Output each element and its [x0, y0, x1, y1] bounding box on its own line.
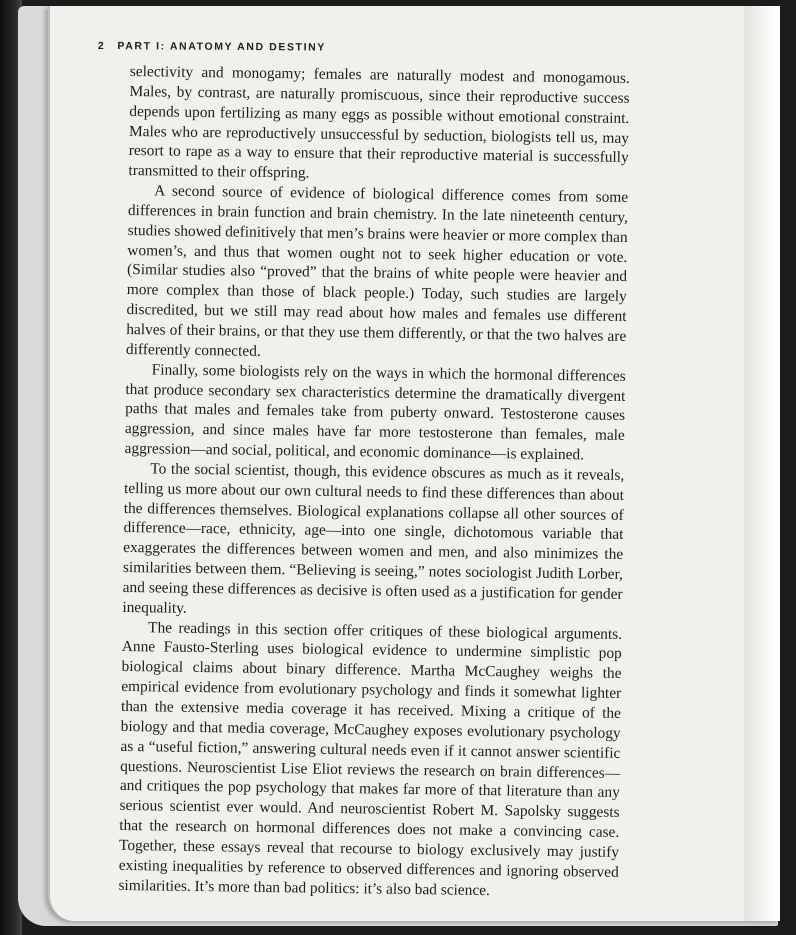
running-head — [98, 40, 326, 54]
paragraph-4: To the social scientist, though, this evidence obscures as much as it reveals, telling us more about our own cultural needs to find these differences than about the differences themselves. Biological explanations collapse all other sources of difference—race, ethnicity, age—into one single, dichotomous variable that exaggerates the differences between women and men, and also minimizes the similarities between them. “Believing is seeing,” notes sociologist Judith Lorber, and seeing these differences as decisive is often used as a justification for gender inequality. — [122, 460, 625, 617]
paragraph-2: A second source of evidence of biological difference comes from some differences in brain function and brain chemistry. In the late nineteenth century, studies showed definitively that men’s brains were heavier or more complex than women’s, and thus that women ought not to seek higher education or vote. (Similar studies also “proved” that the brains of white people were heavier and more complex than those of black people.) Today, such studies are largely discredited, but we still may read about how males and females use different halves of their brains, or that they use them differently, or that the two halves are differently connected. — [125, 182, 629, 360]
body-text — [118, 62, 630, 902]
page-number: 2 — [97, 40, 106, 53]
page-gutter-shadow — [744, 6, 780, 921]
paragraph-5: The readings in this section offer critiques of these biological arguments. Anne Fausto-Sterling uses biological evidence to undermine simplistic pop biological claims about binary difference. Martha McCaughey weighs the empirical evidence from evolutionary psychology and finds it somewhat lighter than the extensive media coverage it has received. Mixing a critique of the biology and that media coverage, McCaughey exposes evolutionary psychology as a “useful fiction,” answering cultural needs even if it cannot answer scientific questions. Neuroscientist Lise Eliot reviews the research on brain differences—and critiques the pop psychology that makes far more of that literature than any serious scientist ever would. And neuroscientist Robert M. Sapolsky suggests that the research on hormonal differences does not make a convincing case. Together, these essays reveal that recourse to biology exclusively may justify existing inequalities by reference to observed differences and ignoring observed similarities. It’s more than bad politics: it’s also bad science. — [118, 618, 623, 899]
running-head-title: PART I: ANATOMY AND DESTINY — [117, 40, 326, 54]
paragraph-1: selectivity and monogamy; females are naturally modest and monogamous. Males, by contrast, are naturally promiscuous, since their reproductive success depends upon fertilizing as many eggs as possible without emotional constraint. Males who are reproductively unsuccessful by seduction, biologists tell us, may resort to rape as a way to ensure that their reproductive material is successfully transmitted to their offspring. — [128, 62, 630, 182]
paragraph-3: Finally, some biologists rely on the ways in which the hormonal differences that produce secondary sex characteristics determine the dramatically divergent paths that males and females take from puberty onward. Testosterone causes aggression, and since males have far more testosterone than females, male aggression—and social, political, and economic dominance—is explained. — [124, 360, 626, 464]
